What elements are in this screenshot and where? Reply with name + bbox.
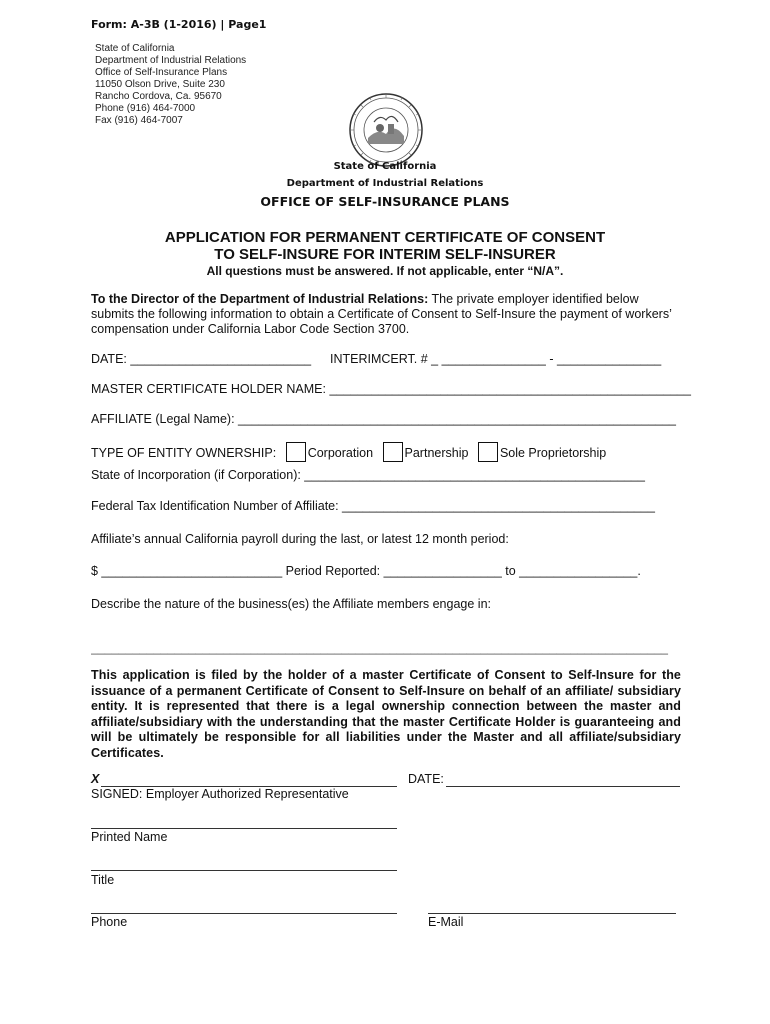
agency-state: State of California bbox=[333, 161, 437, 172]
agency-office: OFFICE OF SELF-INSURANCE PLANS bbox=[260, 194, 510, 209]
title-caption: Title bbox=[91, 873, 115, 887]
form-number-label: Form: A-3B (1-2016) | Page1 bbox=[91, 18, 267, 31]
state-seal-icon bbox=[348, 92, 424, 168]
intro-paragraph bbox=[91, 292, 681, 337]
partnership-checkbox[interactable] bbox=[383, 442, 403, 462]
partnership-label: Partnership bbox=[404, 446, 469, 460]
corporation-checkbox[interactable] bbox=[286, 442, 306, 462]
business-nature-field[interactable]: ___________________________________________________________________________________ bbox=[91, 641, 669, 655]
signature-date-label: DATE: bbox=[408, 772, 444, 786]
instructions-note: All questions must be answered. If not applicable, enter “N/A”. bbox=[206, 264, 564, 278]
intro-text: The private employer identified below submits the following information to obtain a Certificate of Consent to Self-Insure the payment of workers’ compensation under California Labor Code Section 3700. bbox=[91, 292, 672, 336]
interim-cert-number-field[interactable]: INTERIMCERT. # _ _______________ - _______________ bbox=[330, 352, 662, 366]
state-of-incorporation-field[interactable]: State of Incorporation (if Corporation): _________________________________________________ bbox=[91, 468, 645, 482]
federal-tax-id-field[interactable]: Federal Tax Identification Number of Affiliate: _____________________________________________ bbox=[91, 499, 655, 513]
master-holder-name-field[interactable]: MASTER CERTIFICATE HOLDER NAME: ____________________________________________________ bbox=[91, 382, 691, 396]
phone-caption: Phone bbox=[91, 915, 128, 929]
corporation-label: Corporation bbox=[307, 446, 374, 460]
form-title-line2: TO SELF-INSURE FOR INTERIM SELF-INSURER bbox=[214, 246, 556, 263]
affiliate-legal-name-field[interactable]: AFFILIATE (Legal Name): _______________________________________________________________ bbox=[91, 412, 677, 426]
phone-line[interactable] bbox=[91, 913, 397, 914]
entity-ownership-label: TYPE OF ENTITY OWNERSHIP: bbox=[91, 446, 277, 460]
entity-ownership-row bbox=[91, 442, 606, 462]
address-line: Rancho Cordova, Ca. 95670 bbox=[95, 91, 222, 102]
address-line: 11050 Olson Drive, Suite 230 bbox=[95, 79, 225, 90]
intro-addressee: To the Director of the Department of Industrial Relations: bbox=[91, 292, 429, 306]
date-field[interactable]: DATE: __________________________ bbox=[91, 352, 312, 366]
agency-department: Department of Industrial Relations bbox=[286, 178, 484, 189]
address-line: State of California bbox=[95, 43, 175, 54]
agency-address-block bbox=[95, 43, 246, 127]
address-line: Department of Industrial Relations bbox=[95, 55, 247, 66]
business-nature-question: Describe the nature of the business(es) the Affiliate members engage in: bbox=[91, 597, 491, 611]
payroll-period-field[interactable]: $ __________________________ Period Reported: _________________ to _________________. bbox=[91, 564, 641, 578]
payroll-question: Affiliate’s annual California payroll during the last, or latest 12 month period: bbox=[91, 532, 509, 546]
signed-caption: SIGNED: Employer Authorized Representative bbox=[91, 787, 349, 801]
address-line: Phone (916) 464-7000 bbox=[95, 103, 196, 114]
signature-date-line[interactable] bbox=[446, 786, 680, 787]
form-title-line1: APPLICATION FOR PERMANENT CERTIFICATE OF CONSENT bbox=[164, 229, 606, 246]
signature-x-mark: X bbox=[91, 772, 100, 786]
address-line: Office of Self-Insurance Plans bbox=[95, 67, 228, 78]
email-caption: E-Mail bbox=[428, 915, 464, 929]
printed-name-line[interactable] bbox=[91, 828, 397, 829]
sole-proprietorship-label: Sole Proprietorship bbox=[499, 446, 607, 460]
legal-statement: This application is filed by the holder of a master Certificate of Consent to Self-Insure for the issuance of a permanent Certificate of Consent to Self-Insure on behalf of an affiliate/ subsidiary entity. It is represented that there is a legal ownership connection between the master and affiliate/subsidiary with the understanding that the master Certificate Holder is guaranteeing and will be ultimately be responsible for all liabilities under the Master and all affiliate/subsidiary Certificates. bbox=[91, 668, 681, 760]
title-line[interactable] bbox=[91, 870, 397, 871]
sole-proprietorship-checkbox[interactable] bbox=[478, 442, 498, 462]
address-line: Fax (916) 464-7007 bbox=[95, 115, 183, 126]
printed-name-caption: Printed Name bbox=[91, 830, 168, 844]
email-line[interactable] bbox=[428, 913, 676, 914]
